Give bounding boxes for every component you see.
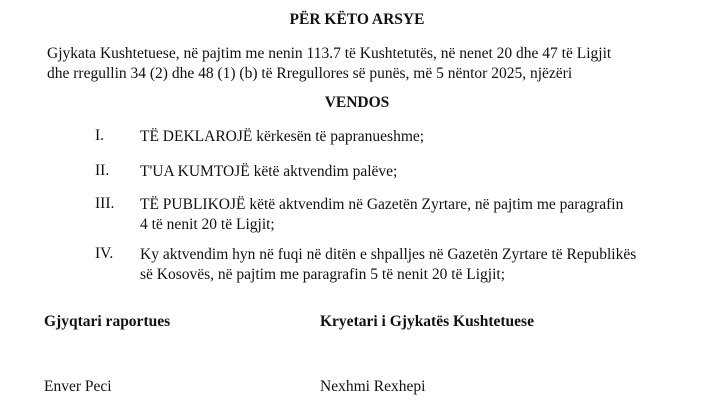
signature-name-president: Nexhmi Rexhepi <box>320 378 426 395</box>
item-text-line: TË PUBLIKOJË këtë aktvendim në Gazetën Zyrtare, në pajtim me paragrafin <box>140 196 624 213</box>
signature-name-rapporteur: Enver Peci <box>44 378 112 395</box>
section-heading-reasons: PËR KËTO ARSYE <box>289 11 425 28</box>
item-text <box>140 195 660 235</box>
item-number: III. <box>95 195 115 212</box>
item-text <box>140 245 660 285</box>
item-text <box>140 162 660 182</box>
section-heading-decides: VENDOS <box>324 94 390 111</box>
item-text-line: Ky aktvendim hyn në fuqi në ditën e shpalljes në Gazetën Zyrtare të Republikës <box>140 246 637 263</box>
item-text-line: T'UA KUMTOJË këtë aktvendim palëve; <box>140 163 398 180</box>
signature-title-rapporteur: Gjyqtari raportues <box>44 313 171 330</box>
item-text-line: 4 të nenit 20 të Ligjit; <box>140 216 275 233</box>
item-number: I. <box>95 127 105 144</box>
item-number: IV. <box>95 245 114 262</box>
item-text-line: TË DEKLAROJË kërkesën të papranueshme; <box>140 128 425 145</box>
intro-paragraph <box>47 44 687 84</box>
item-text-line: së Kosovës, në pajtim me paragrafin 5 të nenit 20 të Ligjit; <box>140 266 506 283</box>
item-text <box>140 127 660 147</box>
intro-line: Gjykata Kushtetuese, në pajtim me nenin 113.7 të Kushtetutës, në nenet 20 dhe 47 të Ligjit <box>47 45 612 62</box>
item-number: II. <box>95 162 110 179</box>
signature-title-president: Kryetari i Gjykatës Kushtetuese <box>320 313 534 330</box>
intro-line: dhe rregullin 34 (2) dhe 48 (1) (b) të Rregullores së punës, më 5 nëntor 2025, njëzëri <box>47 65 573 82</box>
